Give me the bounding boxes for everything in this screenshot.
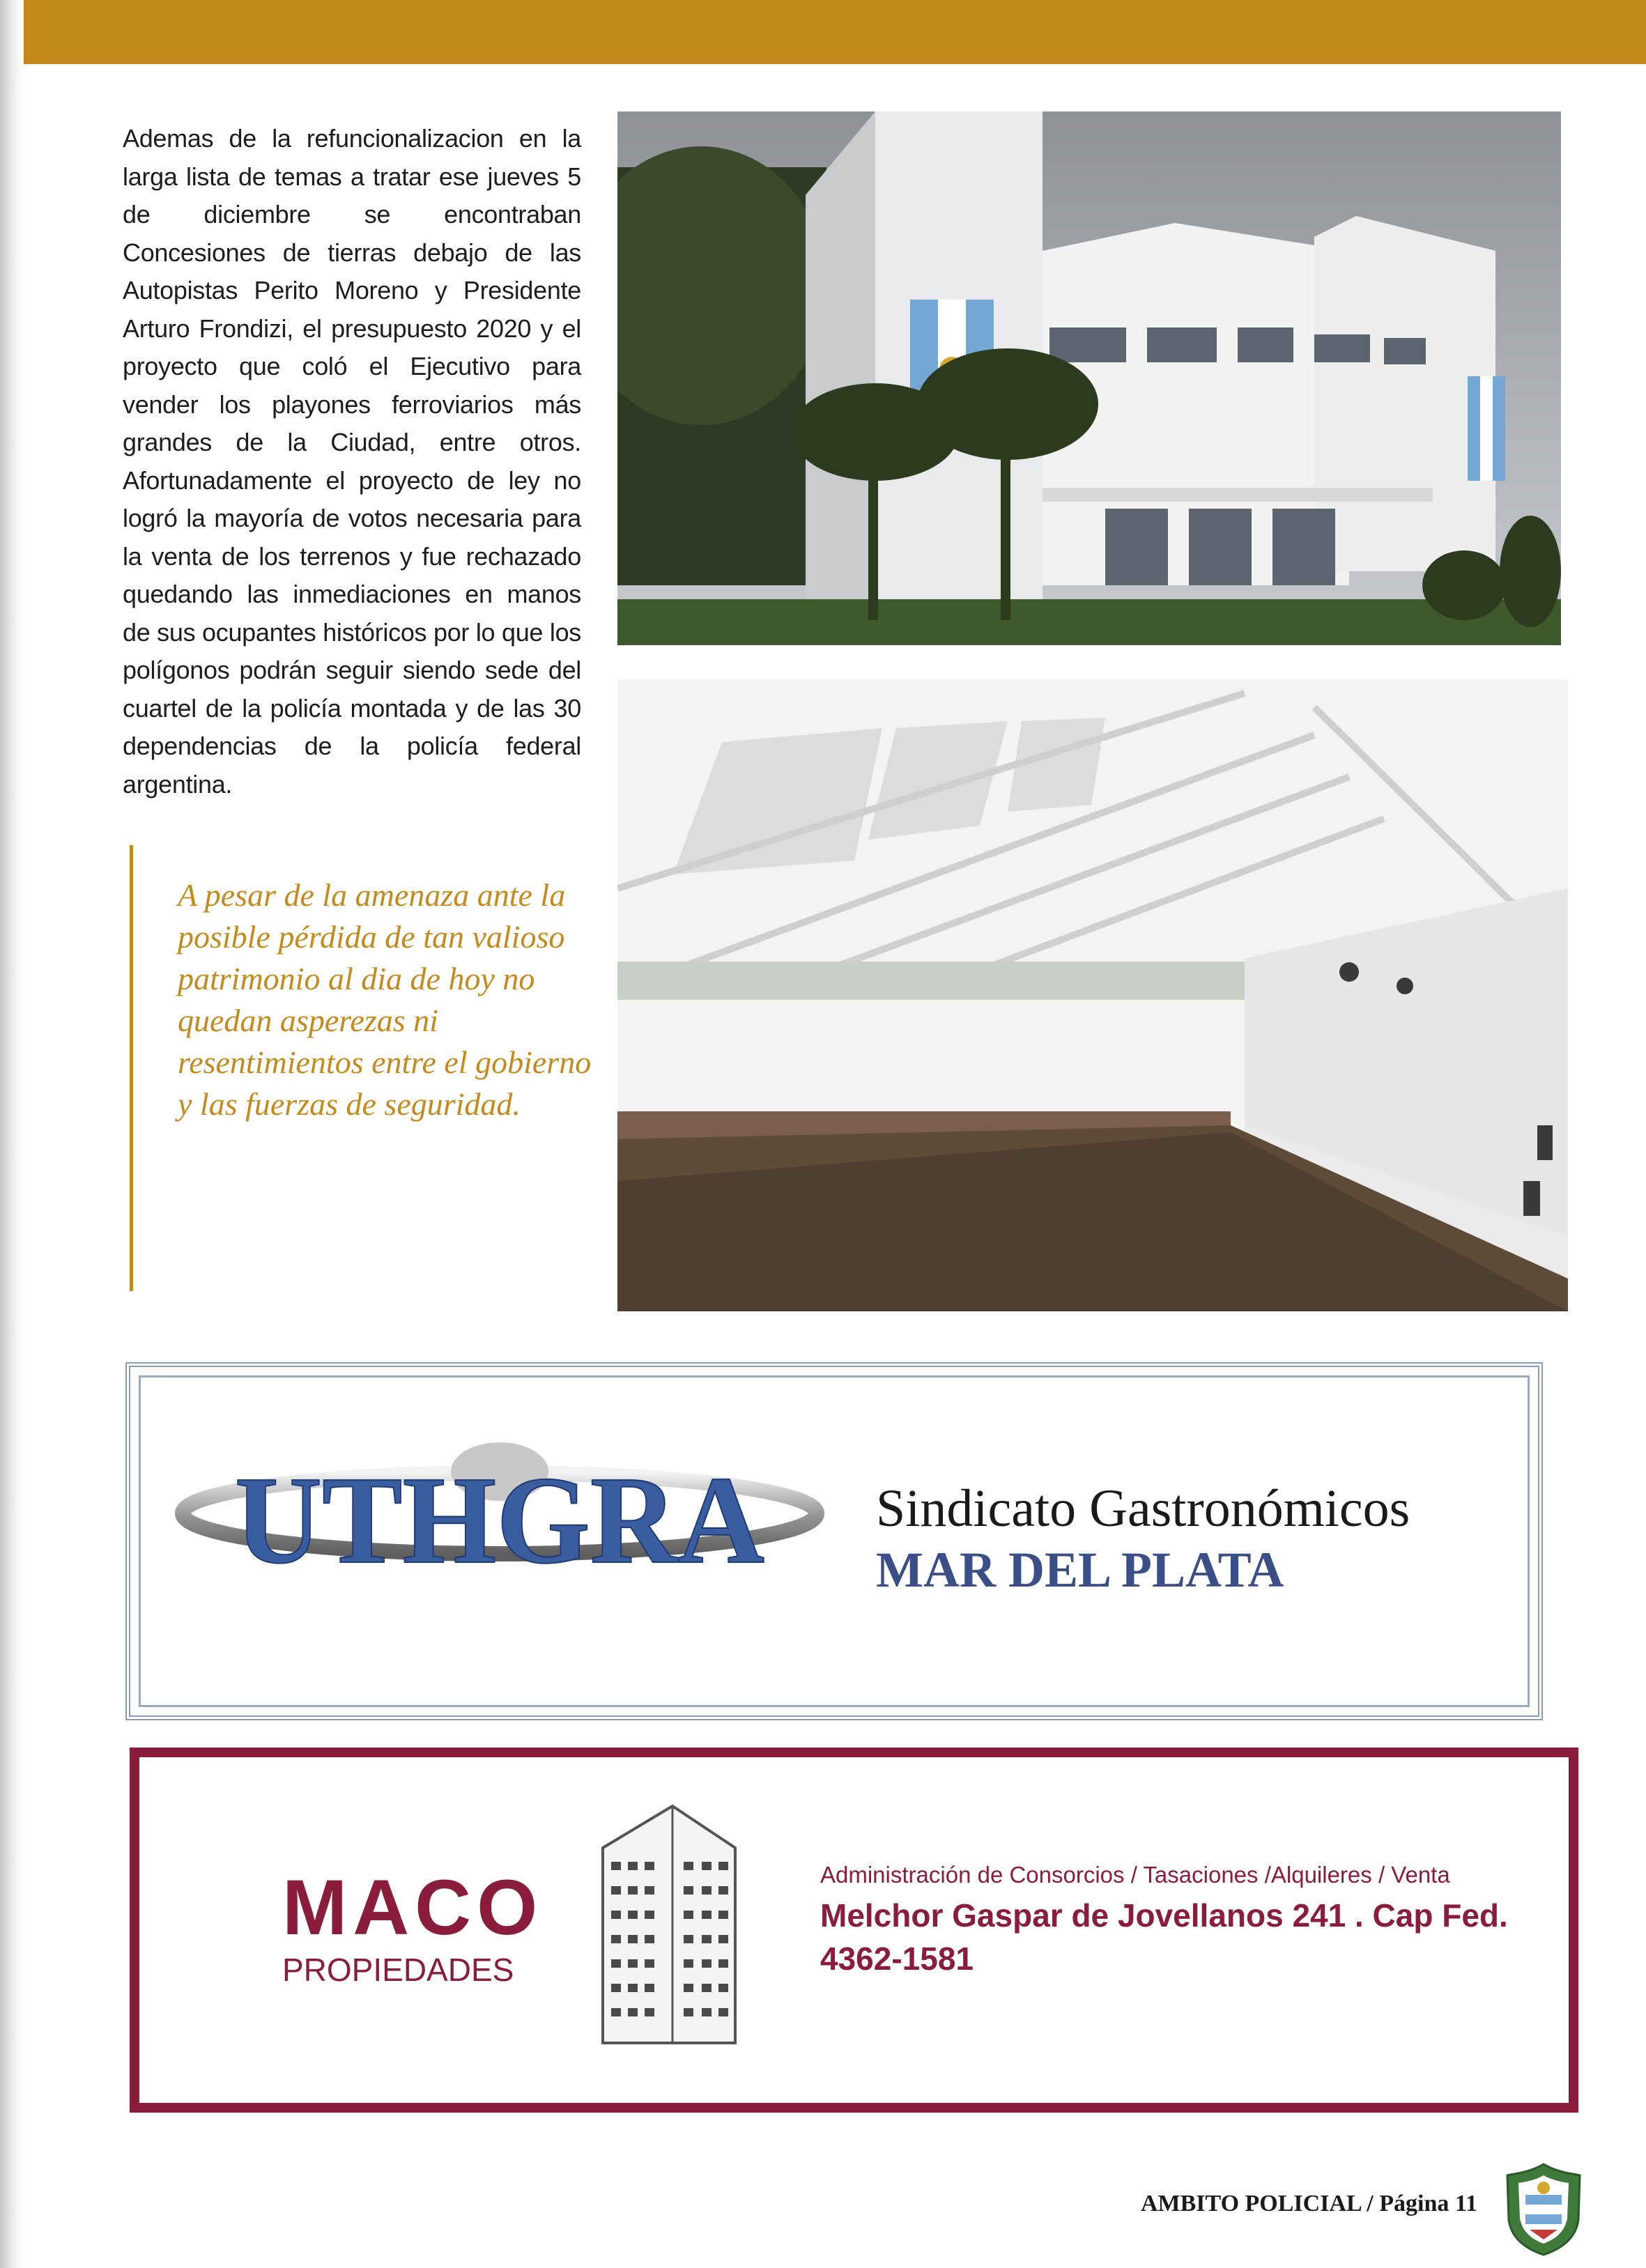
ad-maco-propiedades	[130, 1748, 1578, 2113]
uthgra-city: MAR DEL PLATA	[876, 1542, 1284, 1598]
photo-riding-arena	[617, 679, 1568, 1311]
pull-quote-rule	[130, 845, 133, 1291]
uthgra-logo	[172, 1430, 827, 1597]
photo-building-exterior	[617, 111, 1561, 645]
page-spine-shadow	[0, 0, 24, 2268]
top-color-bar	[0, 0, 1646, 64]
ad-uthgra	[125, 1362, 1543, 1720]
uthgra-logo-text: UTHGRA	[235, 1451, 764, 1589]
maco-services: Administración de Consorcios / Tasaciones /Alquileres / Venta	[820, 1862, 1450, 1888]
maco-phone: 4362-1581	[820, 1941, 974, 1977]
maco-logo-text: MACO	[282, 1864, 544, 1951]
maco-subtitle: PROPIEDADES	[282, 1952, 514, 1988]
building-icon	[596, 1799, 742, 2050]
article-body: Ademas de la refuncionalizacion en la larga lista de temas a tratar ese jueves 5 de diciembre se encontraban Concesiones de tierras debajo de las Autopistas Perito Moreno y Presidente Arturo Frondizi, el presupuesto 2020 y el proyecto que coló el Ejecutivo para vender los playones ferroviarios más grandes de la Ciudad, entre otros. Afortunadamente el proyecto de ley no logró la mayoría de votos necesaria para la venta de los terrenos y fue rechazado quedando las inmediaciones en manos de sus ocupantes históricos por lo que los polígonos podrán seguir siendo sede del cuartel de la policía montada y de las 30 dependencias de la policía federal argentina.	[123, 124, 581, 799]
pull-quote: A pesar de la amenaza ante la posible pérdida de tan valioso patrimonio al dia de hoy no quedan asperezas ni resentimientos entre el gobierno y las fuerzas de seguridad.	[178, 877, 592, 1122]
uthgra-union-name: Sindicato Gastronómicos	[876, 1479, 1410, 1538]
police-crest-icon	[1502, 2160, 1585, 2258]
maco-address: Melchor Gaspar de Jovellanos 241 . Cap Fed.	[820, 1897, 1508, 1934]
page-footer: AMBITO POLICIAL / Página 11	[1140, 2191, 1477, 2216]
